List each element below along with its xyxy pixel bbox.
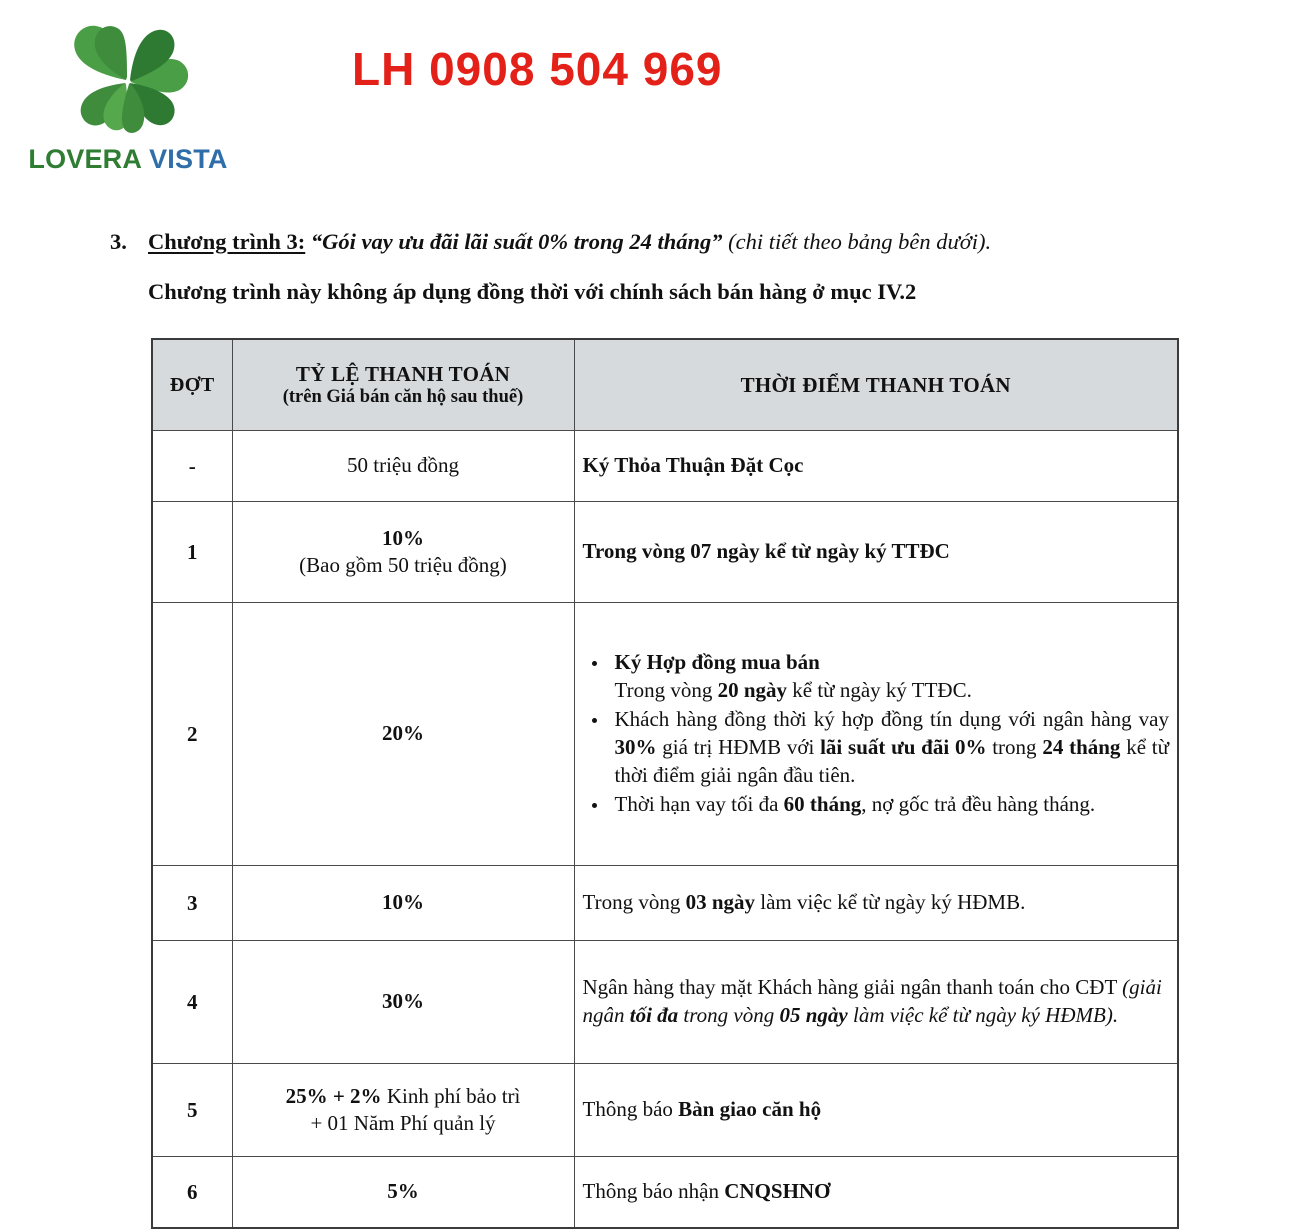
cell-ratio-main: 30% — [382, 989, 424, 1014]
cell-ratio — [232, 1157, 574, 1229]
table-body — [152, 431, 1178, 1229]
cell-dot: 3 — [152, 866, 232, 941]
four-leaf-clover-icon — [53, 14, 203, 144]
program-quoted-title: “Gói vay ưu đãi lãi suất 0% trong 24 tháng” — [310, 229, 723, 254]
list-item — [609, 649, 1170, 704]
cell-time — [574, 866, 1178, 941]
text-run: Kinh phí bảo trì — [381, 1083, 521, 1108]
payment-schedule-table-wrapper — [151, 338, 1179, 1229]
table-row — [152, 431, 1178, 502]
cell-ratio — [232, 502, 574, 603]
text-run: 20 ngày — [717, 677, 788, 702]
cell-ratio — [232, 431, 574, 502]
cell-dot: 5 — [152, 1064, 232, 1157]
list-item — [609, 706, 1170, 789]
text-run: làm việc kể từ ngày ký HĐMB. — [755, 890, 1026, 915]
cell-ratio-main: 20% — [382, 721, 424, 746]
table-row — [152, 502, 1178, 603]
cell-time — [574, 502, 1178, 603]
program-label: Chương trình 3: — [148, 229, 306, 254]
table-header-row — [152, 339, 1178, 431]
cell-ratio — [232, 866, 574, 941]
text-run: Khách hàng đồng thời ký hợp đồng tín dụng với ngân hàng vay — [614, 707, 1169, 732]
cell-ratio-sub: + 01 Năm Phí quản lý — [310, 1111, 496, 1135]
text-run: Bàn giao căn hộ — [678, 1097, 822, 1122]
table-row — [152, 1157, 1178, 1229]
text-run: trong — [986, 735, 1043, 759]
brand-word-lovera: LOVERA — [28, 144, 143, 174]
text-run: kể từ thời điểm giải ngân đầu tiên. — [614, 735, 1169, 787]
payment-condition-list — [583, 649, 1170, 819]
table-row — [152, 866, 1178, 941]
cell-dot: 2 — [152, 603, 232, 866]
hotline-text: LH 0908 504 969 — [352, 43, 723, 95]
column-header-dot: ĐỢT — [152, 339, 232, 431]
list-item-body — [615, 677, 1170, 705]
document-header — [0, 0, 1313, 205]
cell-dot: - — [152, 431, 232, 502]
program-heading-line — [0, 228, 1313, 256]
text-run: trong vòng — [678, 1003, 780, 1027]
list-item-body — [615, 791, 1170, 819]
text-run: , nợ gốc trả đều hàng tháng. — [861, 792, 1096, 817]
cell-dot: 1 — [152, 502, 232, 603]
text-run: Ngân hàng thay mặt Khách hàng giải ngân thanh toán cho CĐT — [582, 975, 1123, 1000]
table-row — [152, 603, 1178, 866]
text-run: Thông báo — [582, 1097, 679, 1122]
text-run: Trong vòng — [582, 890, 686, 915]
text-run: (giải ngân — [582, 975, 1162, 1027]
text-run: 05 ngày — [779, 1003, 848, 1027]
cell-ratio-main — [241, 1083, 566, 1110]
text-run: 30% — [614, 735, 657, 759]
cell-ratio-main: 5% — [387, 1179, 419, 1204]
column-header-ratio-main: TỶ LỆ THANH TOÁN — [295, 362, 511, 386]
cell-dot: 4 — [152, 941, 232, 1064]
column-header-ratio — [232, 339, 574, 431]
program-tail-note: (chi tiết theo bảng bên dưới). — [728, 229, 992, 254]
text-run: Thời hạn vay tối đa — [614, 792, 784, 817]
cell-time-text: Ký Thỏa Thuận Đặt Cọc — [582, 453, 804, 478]
text-run: làm việc kể từ ngày ký HĐMB). — [847, 1003, 1119, 1027]
cell-ratio-sub: (Bao gồm 50 triệu đồng) — [299, 553, 507, 577]
cell-time — [574, 941, 1178, 1064]
table-header — [152, 339, 1178, 431]
cell-ratio — [232, 941, 574, 1064]
cell-time — [574, 1064, 1178, 1157]
list-item-body — [615, 706, 1170, 789]
intro-section — [0, 228, 1313, 306]
text-run: 03 ngày — [685, 890, 756, 915]
brand-logo-block — [18, 14, 238, 173]
cell-ratio-main: 10% — [382, 890, 424, 915]
cell-time — [574, 603, 1178, 866]
text-run: tối đa — [629, 1003, 679, 1027]
program-note-line: Chương trình này không áp dụng đồng thời với chính sách bán hàng ở mục IV.2 — [148, 279, 917, 305]
cell-dot: 6 — [152, 1157, 232, 1229]
text-run: Thông báo nhận — [582, 1179, 725, 1204]
brand-wordmark — [18, 146, 238, 173]
table-row — [152, 1064, 1178, 1157]
cell-time — [574, 1157, 1178, 1229]
column-header-time: THỜI ĐIỂM THANH TOÁN — [574, 339, 1178, 431]
column-header-ratio-sub: (trên Giá bán căn hộ sau thuế) — [282, 387, 524, 407]
cell-time — [574, 431, 1178, 502]
text-run: 25% + 2% — [285, 1083, 382, 1108]
text-run: giá trị HĐMB với — [656, 735, 821, 759]
text-run: CNQSHNƠ — [724, 1179, 831, 1204]
cell-ratio — [232, 603, 574, 866]
text-run: 24 tháng — [1042, 735, 1121, 759]
cell-ratio — [232, 1064, 574, 1157]
cell-ratio-main: 10% — [382, 525, 424, 550]
payment-schedule-table — [151, 338, 1179, 1229]
cell-ratio-main: 50 triệu đồng — [347, 453, 459, 478]
text-run: Trong vòng — [614, 677, 718, 702]
list-item — [609, 791, 1170, 819]
brand-word-vista: VISTA — [149, 144, 228, 174]
list-item-lead: • Ký Hợp đồng mua bán — [614, 649, 820, 674]
cell-time-text: Trong vòng 07 ngày kể từ ngày ký TTĐC — [582, 539, 950, 564]
list-marker-number: 3. — [110, 229, 127, 254]
text-run: kể từ ngày ký TTĐC. — [787, 677, 972, 702]
text-run: 60 tháng — [783, 792, 862, 817]
text-run: lãi suất ưu đãi 0% — [820, 735, 987, 759]
table-row — [152, 941, 1178, 1064]
